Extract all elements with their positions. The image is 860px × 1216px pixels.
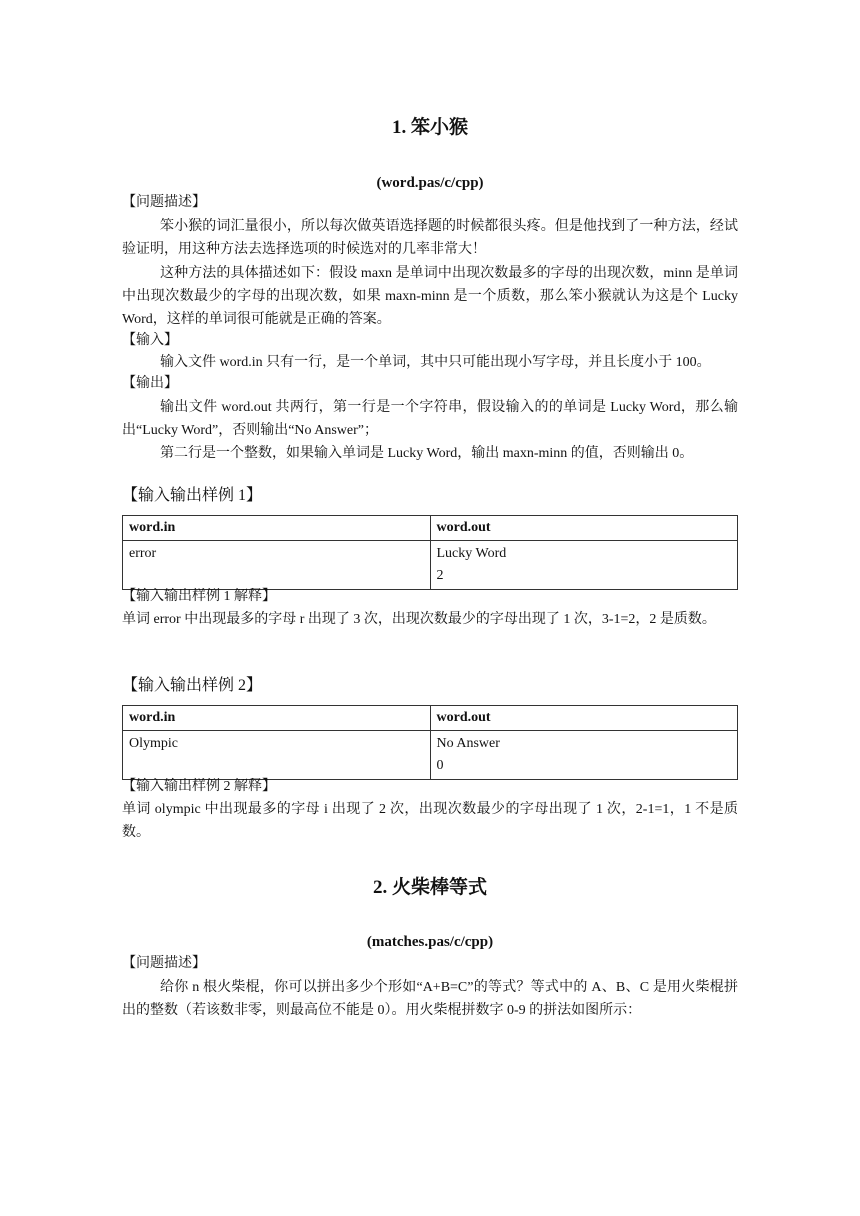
sample2-input-cell bbox=[123, 731, 431, 780]
problem2-description-label: 【问题描述】 bbox=[122, 956, 206, 971]
sample2-output-line2: 0 bbox=[436, 758, 444, 773]
sample1-label: 【输入输出样例 1】 bbox=[122, 487, 263, 504]
sample1-output-line2: 2 bbox=[436, 568, 444, 583]
sample1-header-row bbox=[123, 516, 738, 541]
problem1-title: 1. 笨小猴 bbox=[391, 117, 468, 138]
sample1-output-line1: Lucky Word bbox=[436, 546, 507, 561]
problem1-files: (word.pas/c/cpp) bbox=[376, 175, 484, 191]
problem1-input-text: 输入文件 word.in 只有一行，是一个单词，其中只可能出现小写字母，并且长度小于 100。 bbox=[160, 355, 711, 370]
sample2-header-row bbox=[123, 706, 738, 731]
problem1-output-paragraph-2: 第二行是一个整数，如果输入单词是 Lucky Word，输出 maxn-minn 的值，否则输出 0。 bbox=[160, 446, 694, 461]
problem1-output-paragraph-1: 输出文件 word.out 共两行，第一行是一个字符串，假设输入的的单词是 Lucky Word，那么输出“Lucky Word”，否则输出“No Answer”； bbox=[122, 400, 738, 438]
sample2-header-out: word.out bbox=[430, 706, 738, 731]
problem2-description-text: 给你 n 根火柴棍，你可以拼出多少个形如“A+B=C”的等式？等式中的 A、B、C 是用火柴棍拼出的整数（若该数非零，则最高位不能是 0）。用火柴棍拼数字 0-9 的拼法如图所示： bbox=[122, 980, 738, 1018]
sample1-data-row bbox=[123, 541, 738, 590]
sample1-explain-text: 单词 error 中出现最多的字母 r 出现了 3 次，出现次数最少的字母出现了 1 次，3-1=2，2 是质数。 bbox=[122, 612, 716, 627]
problem1-description-label: 【问题描述】 bbox=[122, 195, 206, 210]
problem1-description-paragraph-1: 笨小猴的词汇量很小，所以每次做英语选择题的时候都很头疼。但是他找到了一种方法，经试验证明，用这种方法去选择选项的时候选对的几率非常大！ bbox=[122, 219, 738, 257]
problem1-input-label: 【输入】 bbox=[122, 333, 178, 348]
problem1-output-label: 【输出】 bbox=[122, 376, 178, 391]
sample2-explain-text: 单词 olympic 中出现最多的字母 i 出现了 2 次，出现次数最少的字母出现了 1 次，2-1=1，1 不是质数。 bbox=[122, 802, 738, 840]
problem1-description-paragraph-2: 这种方法的具体描述如下：假设 maxn 是单词中出现次数最多的字母的出现次数，minn 是单词中出现次数最少的字母的出现次数，如果 maxn-minn 是一个质数，那么笨小猴就认为这是个 Lucky Word，这样的单词很可能就是正确的答案。 bbox=[122, 266, 738, 327]
sample1-output-cell bbox=[430, 541, 738, 590]
sample2-label: 【输入输出样例 2】 bbox=[122, 677, 263, 694]
problem2-title: 2. 火柴棒等式 bbox=[372, 877, 487, 898]
sample1-table bbox=[122, 515, 738, 590]
sample2-explain-label: 【输入输出样例 2 解释】 bbox=[122, 779, 276, 794]
sample2-table bbox=[122, 705, 738, 780]
sample2-input: Olympic bbox=[129, 736, 178, 751]
sample1-input-cell bbox=[123, 541, 431, 590]
sample2-header-in: word.in bbox=[123, 706, 431, 731]
sample1-header-in: word.in bbox=[123, 516, 431, 541]
sample1-header-out: word.out bbox=[430, 516, 738, 541]
sample2-data-row bbox=[123, 731, 738, 780]
problem2-files: (matches.pas/c/cpp) bbox=[366, 934, 494, 950]
sample1-explain-label: 【输入输出样例 1 解释】 bbox=[122, 589, 276, 604]
sample2-output-line1: No Answer bbox=[436, 736, 500, 751]
sample2-output-cell bbox=[430, 731, 738, 780]
sample1-input: error bbox=[129, 546, 157, 561]
